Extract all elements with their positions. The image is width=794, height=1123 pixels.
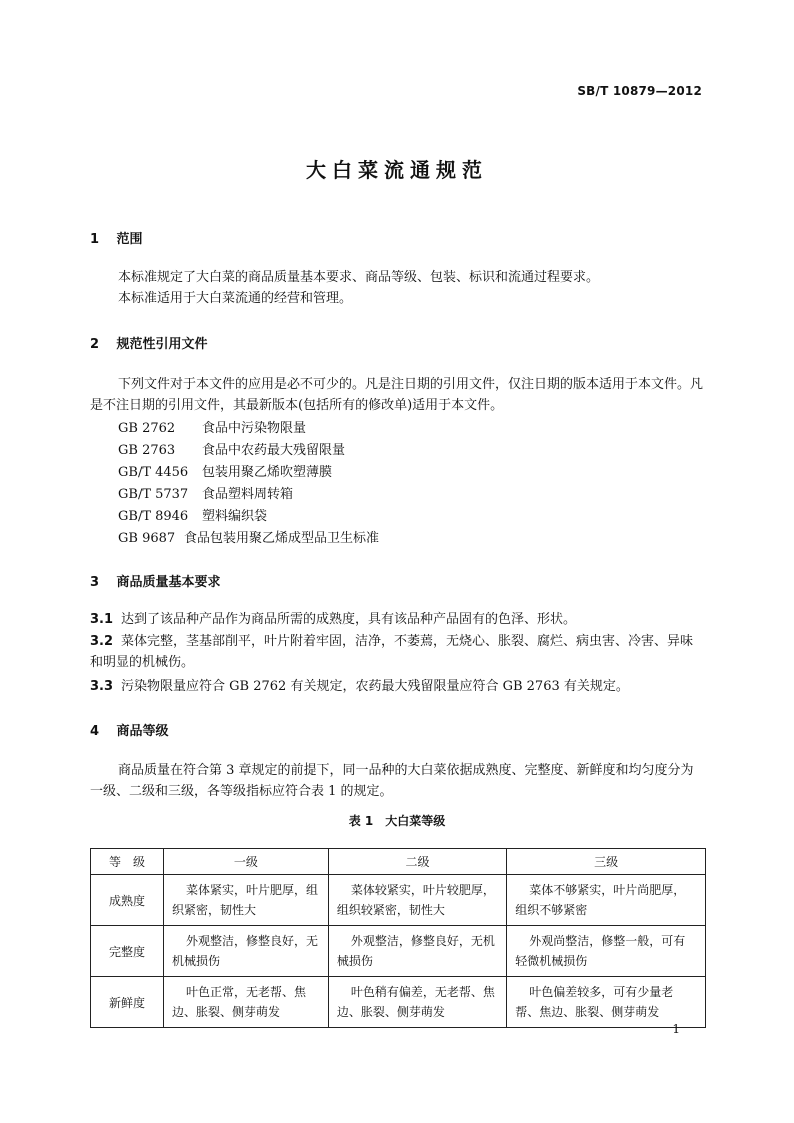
standard-code: SB/T 10879—2012: [577, 84, 702, 98]
reference-name: 塑料编织袋: [202, 509, 268, 524]
table-header-row: [91, 849, 706, 875]
section-1-heading: [90, 228, 143, 247]
section-4-intro: 商品质量在符合第 3 章规定的前提下，同一品种的大白菜依据成熟度、完整度、新鲜度和均匀度分为一级、二级和三级，各等级指标应符合表 1 的规定。: [90, 763, 694, 799]
section-1-paragraph: 本标准适用于大白菜流通的经营和管理。: [118, 291, 353, 306]
section-title: 规范性引用文件: [116, 337, 208, 352]
column-header: 二级: [328, 849, 506, 875]
section-3-heading: [90, 571, 221, 590]
table-cell: 叶色正常，无老帮、焦边、胀裂、侧芽萌发: [164, 977, 329, 1028]
table-cell: 菜体较紧实，叶片较肥厚，组织较紧密，韧性大: [328, 875, 506, 926]
normative-reference: [118, 483, 293, 502]
reference-code: GB/T 8946: [118, 509, 189, 524]
reference-name: 食品中污染物限量: [202, 421, 307, 436]
section-number: 1: [90, 232, 100, 247]
section-number: 2: [90, 337, 100, 352]
section-title: 商品等级: [116, 724, 169, 739]
normative-reference: [118, 417, 306, 436]
clause-number: 3.1: [90, 612, 114, 627]
reference-code: GB 9687: [118, 531, 176, 546]
clause-3-2: [90, 631, 706, 673]
normative-reference: [118, 527, 379, 546]
table-cell: 外观整洁，修整良好，无机械损伤: [164, 926, 329, 977]
section-4-heading: [90, 720, 169, 739]
table-row: [91, 977, 706, 1028]
section-2-heading: [90, 333, 208, 352]
section-title: 商品质量基本要求: [116, 575, 221, 590]
section-2-intro: 下列文件对于本文件的应用是必不可少的。凡是注日期的引用文件，仅注日期的版本适用于本文件。凡是不注日期的引用文件，其最新版本(包括所有的修改单)适用于本文件。: [90, 377, 704, 413]
table-row: [91, 926, 706, 977]
reference-name: 包装用聚乙烯吹塑薄膜: [202, 465, 333, 480]
column-header: 一级: [164, 849, 329, 875]
column-header: 三级: [507, 849, 706, 875]
row-header: 完整度: [91, 926, 164, 977]
section-title: 范围: [116, 232, 143, 247]
reference-name: 食品中农药最大残留限量: [202, 443, 346, 458]
document-title: 大白菜流通规范: [306, 158, 488, 182]
clause-3-3: [90, 676, 706, 697]
section-number: 4: [90, 724, 100, 739]
clause-text: 污染物限量应符合 GB 2762 有关规定，农药最大残留限量应符合 GB 2763 有关规定。: [121, 679, 629, 694]
normative-reference: [118, 461, 332, 480]
table-row: [91, 875, 706, 926]
normative-reference: [118, 439, 345, 458]
page-number: 1: [672, 1022, 680, 1036]
clause-number: 3.2: [90, 634, 114, 649]
table-cell: 菜体不够紧实，叶片尚肥厚，组织不够紧密: [507, 875, 706, 926]
reference-name: 食品塑料周转箱: [202, 487, 294, 502]
reference-code: GB 2762: [118, 421, 176, 436]
reference-name: 食品包装用聚乙烯成型品卫生标准: [184, 531, 380, 546]
row-header: 新鲜度: [91, 977, 164, 1028]
section-1-paragraph: 本标准规定了大白菜的商品质量基本要求、商品等级、包装、标识和流通过程要求。: [118, 270, 600, 285]
normative-reference: [118, 505, 267, 524]
table-cell: 叶色稍有偏差，无老帮、焦边、胀裂、侧芽萌发: [328, 977, 506, 1028]
table-cell: 叶色偏差较多，可有少量老帮、焦边、胀裂、侧芽萌发: [507, 977, 706, 1028]
clause-text: 达到了该品种产品作为商品所需的成熟度，具有该品种产品固有的色泽、形状。: [121, 612, 577, 627]
reference-code: GB/T 5737: [118, 487, 189, 502]
table-label: 表 1: [348, 814, 374, 828]
clause-3-1: [90, 609, 706, 630]
column-header: 等 级: [91, 849, 164, 875]
table-cell: 外观尚整洁，修整一般，可有轻微机械损伤: [507, 926, 706, 977]
row-header: 成熟度: [91, 875, 164, 926]
clause-text: 菜体完整，茎基部削平，叶片附着牢固，洁净，不萎蔫，无烧心、胀裂、腐烂、病虫害、冷害、异味和明显的机械伤。: [90, 634, 694, 670]
table-caption: [0, 812, 794, 829]
grade-table: [90, 848, 706, 1028]
reference-code: GB 2763: [118, 443, 176, 458]
table-cell: 菜体紧实，叶片肥厚，组织紧密，韧性大: [164, 875, 329, 926]
section-number: 3: [90, 575, 100, 590]
table-cell: 外观整洁，修整良好，无机械损伤: [328, 926, 506, 977]
table-caption-text: 大白菜等级: [385, 814, 446, 828]
reference-code: GB/T 4456: [118, 465, 189, 480]
clause-number: 3.3: [90, 679, 114, 694]
